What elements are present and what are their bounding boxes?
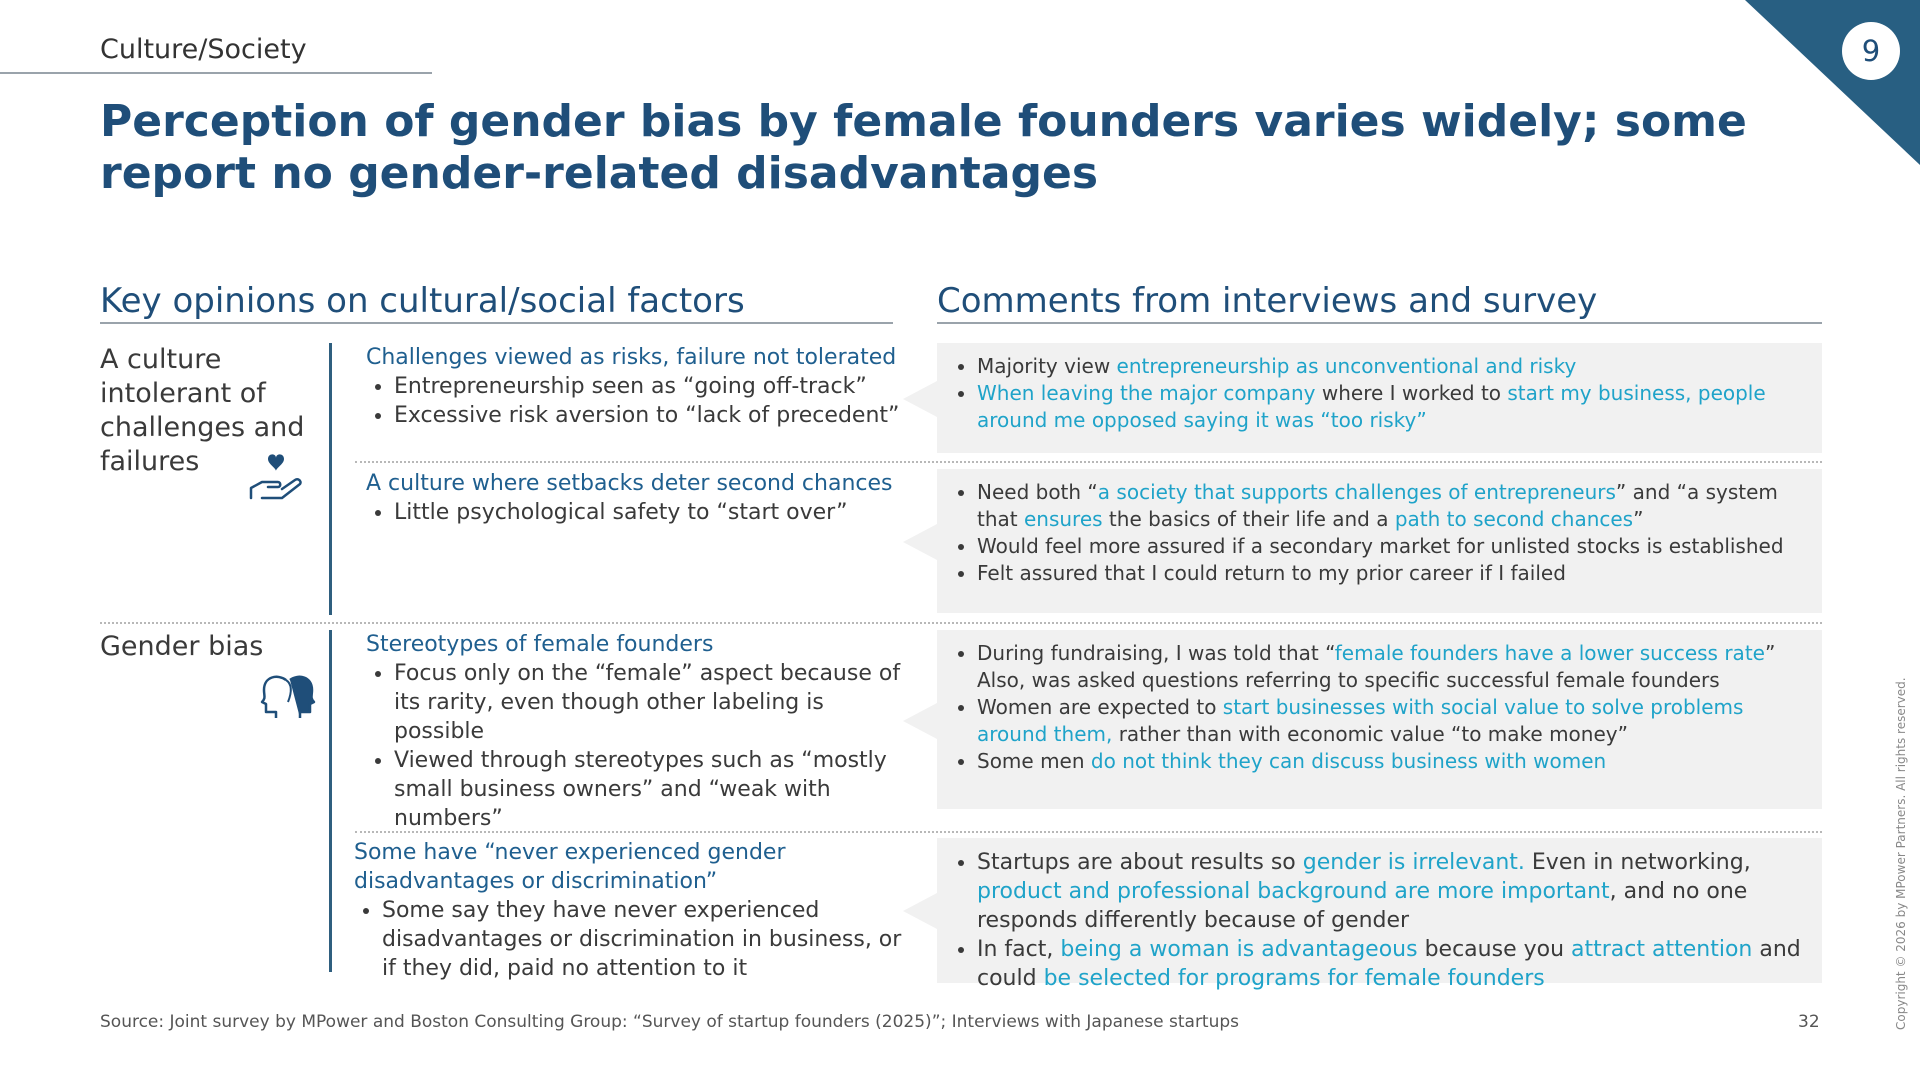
comment-list: [937, 469, 1822, 587]
row-separator: [355, 461, 1822, 463]
factor-title: Challenges viewed as risks, failure not tolerated: [366, 345, 897, 370]
comment-box: [937, 630, 1822, 809]
factor-block: [366, 469, 906, 527]
list-item: • Little psychological safety to “start over”: [394, 498, 906, 527]
comment-pointer: [903, 703, 937, 739]
copyright-notice: Copyright © 2026 by MPower Partners. All rights reserved.: [1894, 677, 1908, 1030]
category-divider-bar: [329, 343, 332, 615]
factor-title: Some have “never experienced gender disadvantages or discrimination”: [354, 840, 786, 894]
factor-title: A culture where setbacks deter second chances: [366, 471, 893, 496]
comment-pointer: [903, 893, 937, 929]
right-heading-rule: [937, 322, 1822, 324]
factor-bullets: [354, 896, 914, 983]
list-item: • Entrepreneurship seen as “going off-track”: [394, 372, 906, 401]
comment-box: [937, 469, 1822, 613]
section-tag: Culture/Society: [100, 34, 307, 65]
list-item: • Startups are about results so gender is irrelevant. Even in networking, product and professional background are more important, and no one responds differently because of gender: [977, 848, 1814, 935]
row-separator: [355, 831, 1822, 833]
list-item: • Majority view entrepreneurship as unconventional and risky: [977, 353, 1814, 380]
list-item: • Would feel more assured if a secondary market for unlisted stocks is established: [977, 533, 1814, 560]
page-badge: 9: [1842, 22, 1900, 80]
comment-pointer: [903, 381, 937, 417]
right-column-heading: Comments from interviews and survey: [937, 281, 1598, 321]
category-separator: [100, 622, 1822, 624]
category-label-culture: A culture intolerant of challenges and failures: [100, 344, 305, 477]
comment-list: [937, 838, 1822, 993]
list-item: • In fact, being a woman is advantageous because you attract attention and could be selected for programs for female founders: [977, 935, 1814, 993]
list-item: • When leaving the major company where I worked to start my business, people around me opposed saying it was “too risky”: [977, 380, 1814, 434]
page-title: Perception of gender bias by female founders varies widely; some report no gender-related disadvantages: [100, 96, 1747, 199]
list-item: • Some say they have never experienced disadvantages or discrimination in business, or if they did, paid no attention to it: [382, 896, 914, 983]
list-item: • Viewed through stereotypes such as “mostly small business owners” and “weak with numbers”: [394, 746, 906, 833]
list-item: • Need both “a society that supports challenges of entrepreneurs” and “a system that ensures the basics of their life and a path to second chances”: [977, 479, 1814, 533]
list-item: • Some men do not think they can discuss business with women: [977, 748, 1814, 775]
left-column-heading: Key opinions on cultural/social factors: [100, 281, 745, 321]
factor-block: [366, 630, 906, 833]
factor-block: [366, 343, 906, 430]
comment-box: [937, 838, 1822, 991]
page-number: 32: [1798, 1012, 1820, 1032]
category-divider-bar: [329, 630, 332, 972]
heart-hand-icon: [248, 452, 304, 502]
category-label-gender: Gender bias: [100, 631, 264, 662]
list-item: • Focus only on the “female” aspect because of its rarity, even though other labeling is possible: [394, 659, 906, 746]
factor-bullets: [366, 498, 906, 527]
list-item: • Felt assured that I could return to my prior career if I failed: [977, 560, 1814, 587]
factor-bullets: [366, 659, 906, 833]
list-item: • Women are expected to start businesses with social value to solve problems around them, rather than with economic value “to make money”: [977, 694, 1814, 748]
two-profiles-icon: [256, 672, 320, 720]
section-rule: [0, 72, 432, 74]
factor-block: [354, 838, 914, 983]
left-heading-rule: [100, 322, 893, 324]
comment-list: [937, 630, 1822, 775]
factor-bullets: [366, 372, 906, 430]
comment-pointer: [903, 524, 937, 560]
list-item: • Excessive risk aversion to “lack of precedent”: [394, 401, 906, 430]
source-note: Source: Joint survey by MPower and Boston Consulting Group: “Survey of startup founders (2025)”; Interviews with Japanese startups: [100, 1012, 1240, 1032]
comment-box: [937, 343, 1822, 453]
factor-title: Stereotypes of female founders: [366, 632, 714, 657]
list-item: • During fundraising, I was told that “female founders have a lower success rate” Also, was asked questions referring to specific successful female founders: [977, 640, 1814, 694]
comment-list: [937, 343, 1822, 434]
